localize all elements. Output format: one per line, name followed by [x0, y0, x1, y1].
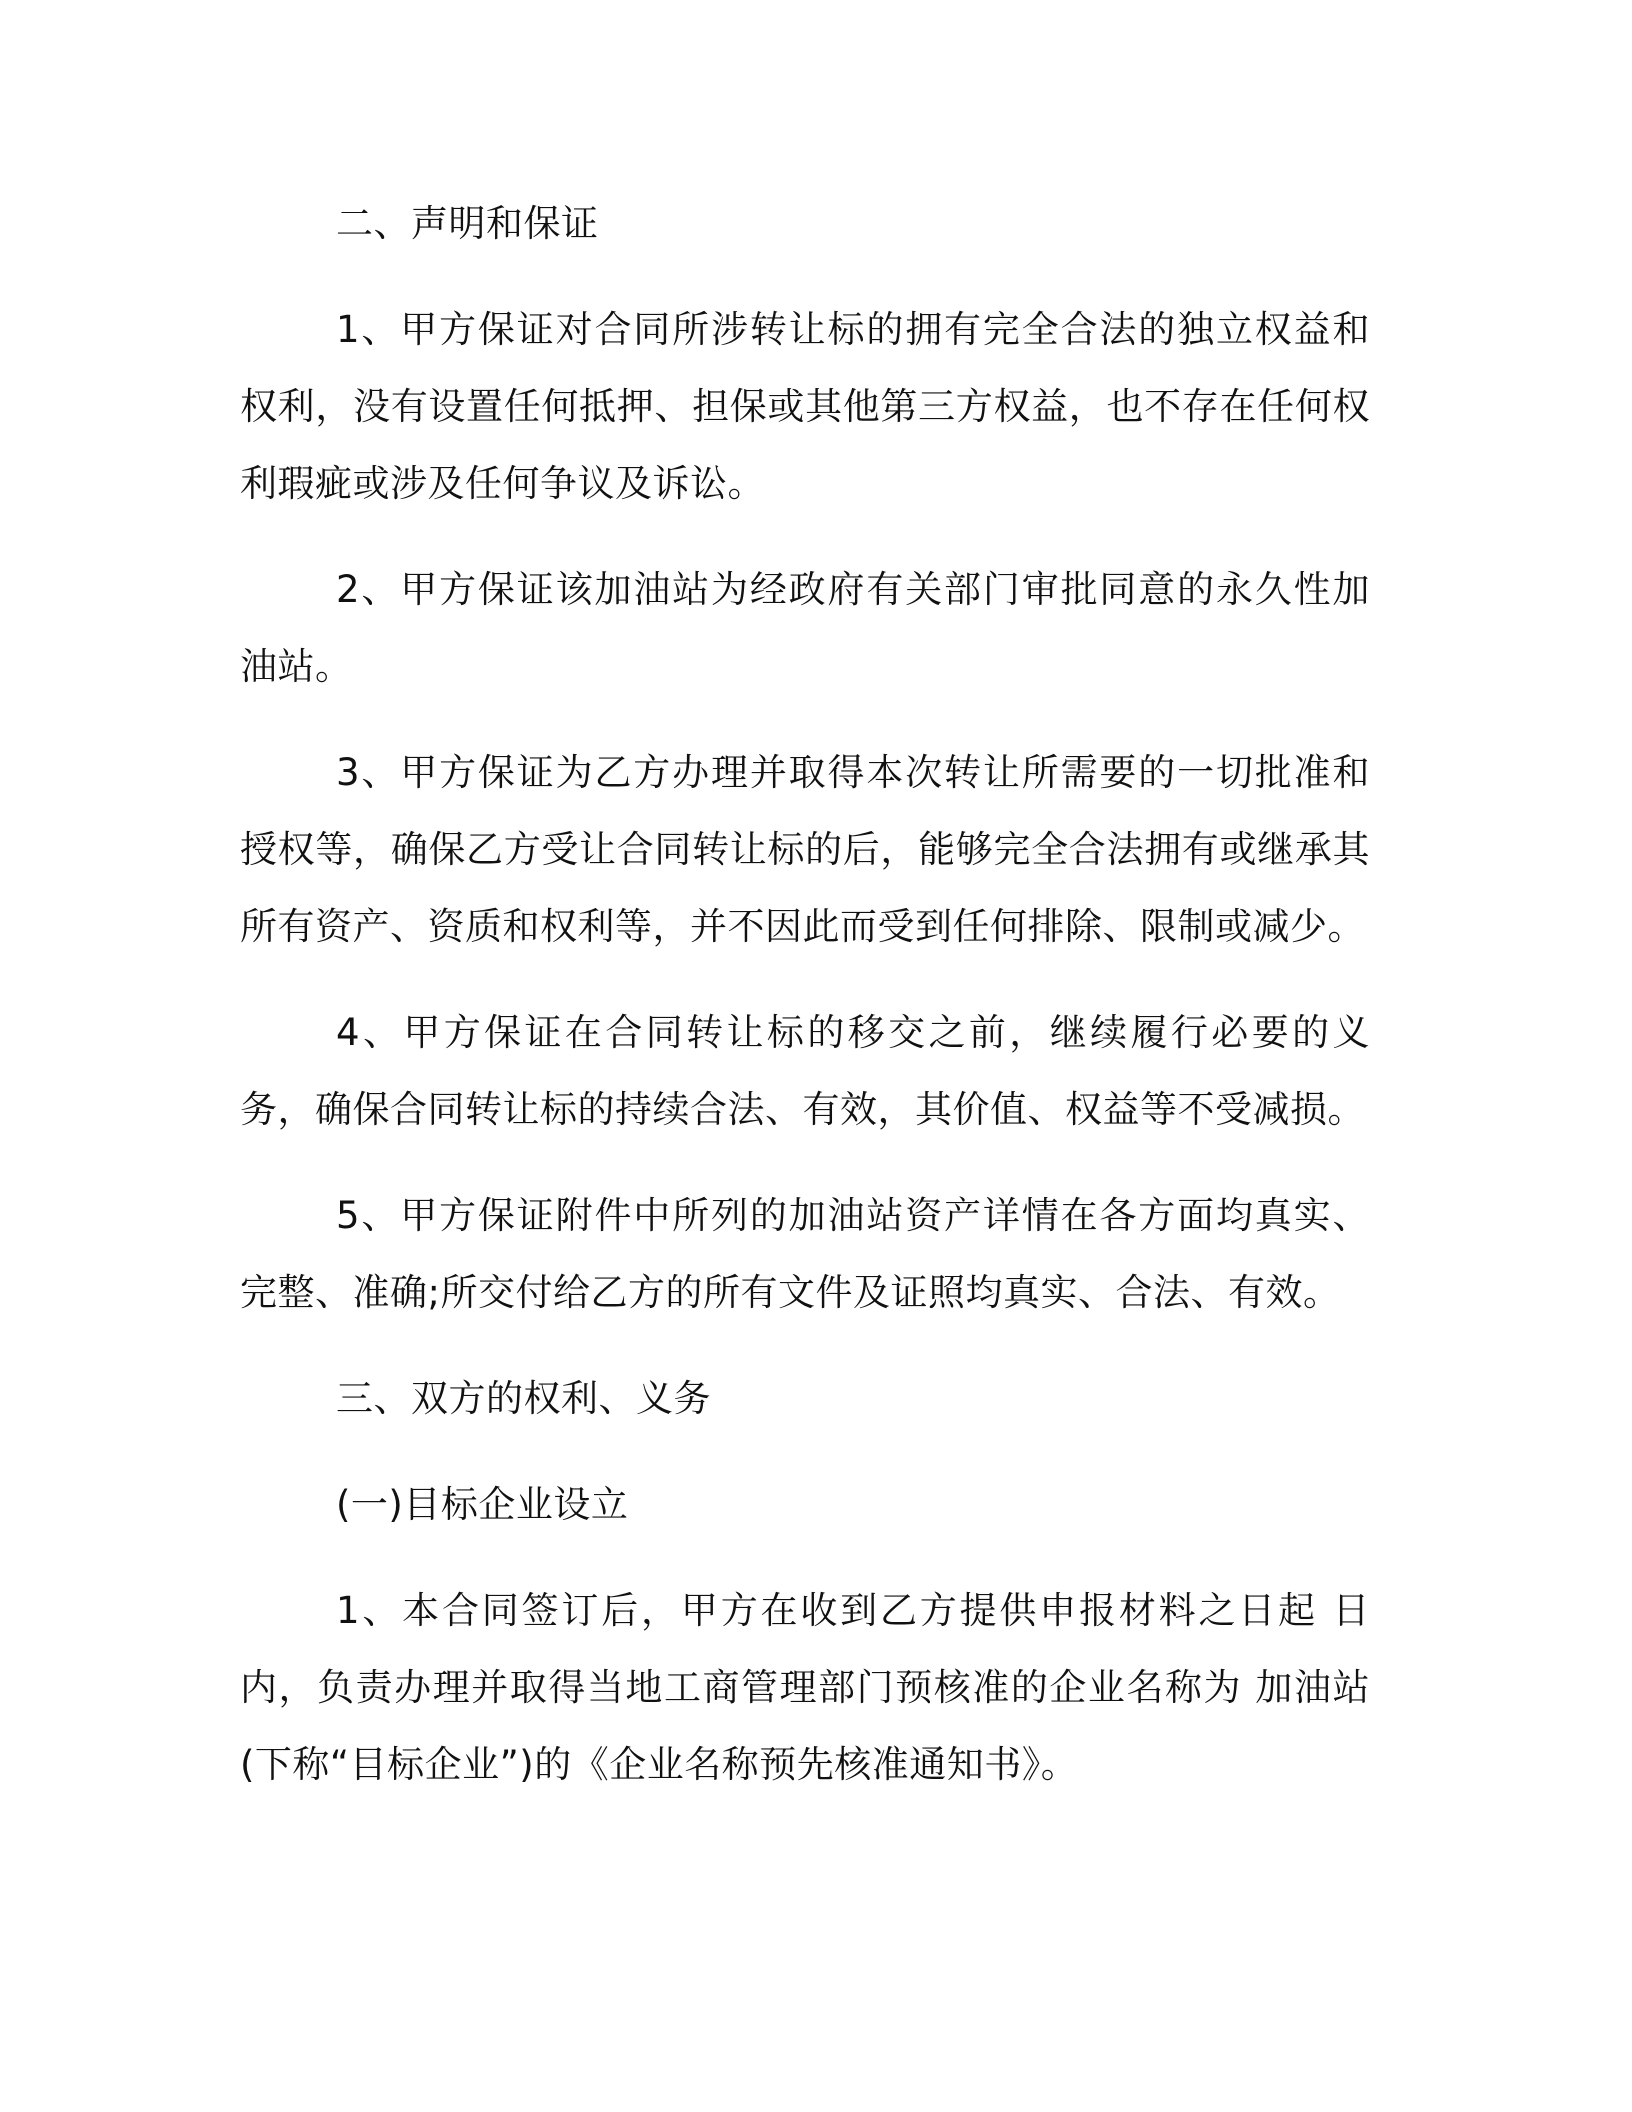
subsection-heading-target-company: (一)目标企业设立: [336, 1483, 629, 1526]
document-page: [240, 185, 1370, 1832]
section-heading-rights-obligations: 三、双方的权利、义务: [336, 1377, 711, 1420]
clause-2-4: 4、甲方保证在合同转让标的移交之前，继续履行必要的义务，确保合同转让标的持续合法、有效，其价值、权益等不受减损。: [240, 1011, 1370, 1131]
clause-2-5: 5、甲方保证附件中所列的加油站资产详情在各方面均真实、完整、准确;所交付给乙方的所有文件及证照均真实、合法、有效。: [240, 1194, 1370, 1314]
clause-3-1-1: 1、本合同签订后，甲方在收到乙方提供申报材料之日起 日内，负责办理并取得当地工商管理部门预核准的企业名称为 加油站(下称“目标企业”)的《企业名称预先核准通知书》。: [240, 1589, 1370, 1786]
clause-2-3: 3、甲方保证为乙方办理并取得本次转让所需要的一切批准和授权等，确保乙方受让合同转让标的后，能够完全合法拥有或继承其所有资产、资质和权利等，并不因此而受到任何排除、限制或减少。: [240, 751, 1370, 948]
clause-2-1: 1、甲方保证对合同所涉转让标的拥有完全合法的独立权益和权利，没有设置任何抵押、担保或其他第三方权益，也不存在任何权利瑕疵或涉及任何争议及诉讼。: [240, 308, 1370, 505]
clause-2-2: 2、甲方保证该加油站为经政府有关部门审批同意的永久性加油站。: [240, 568, 1370, 688]
section-heading-declarations: 二、声明和保证: [336, 202, 599, 245]
